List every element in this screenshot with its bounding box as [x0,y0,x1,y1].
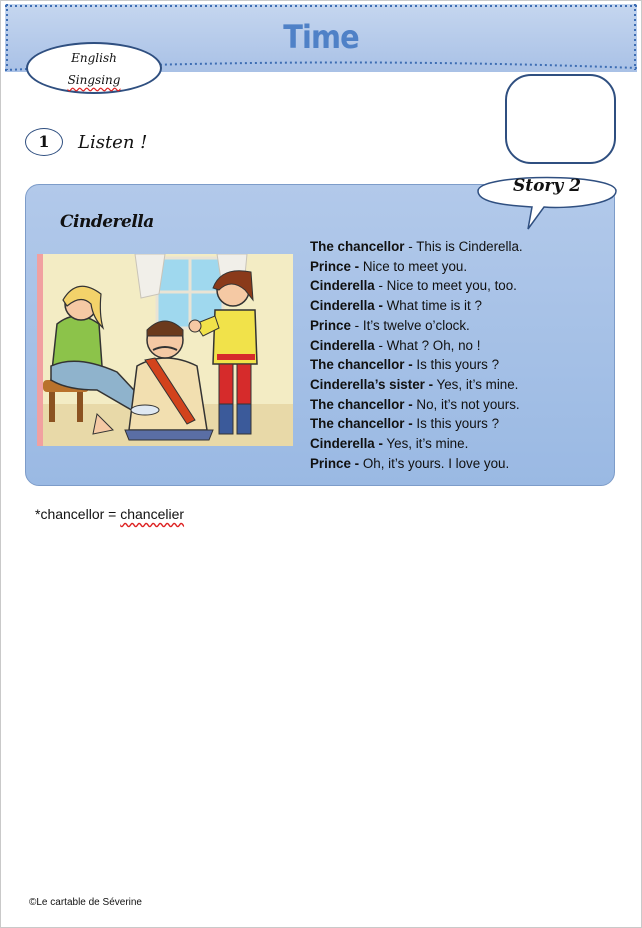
dialogue-line: The chancellor - No, it’s not yours. [310,396,520,412]
story-title: Cinderella [60,212,154,232]
dialogue-line: The chancellor - This is Cinderella. [310,239,523,254]
dialogue-line: Prince - It’s twelve o’clock. [310,317,470,333]
spellcheck-word: chancelier [120,506,185,522]
badge-line-1: English [71,51,117,65]
dialogue-line: Cinderella - What ? Oh, no ! [310,337,481,353]
section-number: 1 [25,128,63,156]
photo-placeholder-box [505,74,616,164]
dialogue-line: Cinderella - Nice to meet you, too. [310,278,517,294]
dialogue-line: Cinderella - Yes, it’s mine. [310,436,469,452]
dialogue-line: The chancellor - Is this yours ? [310,357,500,373]
page-title: Time [283,18,359,56]
dialogue-line: Prince - Oh, it’s yours. I love you. [310,455,510,471]
dialogue-line: Cinderella’s sister - Yes, it’s mine. [310,376,519,392]
section-label: Listen ! [78,132,148,153]
story-tag: Story 2 [512,176,582,196]
dialogue-line: Cinderella - What time is it ? [310,298,482,314]
copyright-footer: ©Le cartable de Séverine [29,897,142,908]
dialogue-line: The chancellor - Is this yours ? [310,416,500,432]
dialogue-text [310,237,523,473]
vocabulary-note: *chancellor = chancelier [35,506,185,522]
badge-line-2: Singsing [67,73,121,87]
subject-badge [26,42,162,94]
dialogue-line: Prince - Nice to meet you. [310,258,468,274]
cinderella-illustration [37,254,293,446]
